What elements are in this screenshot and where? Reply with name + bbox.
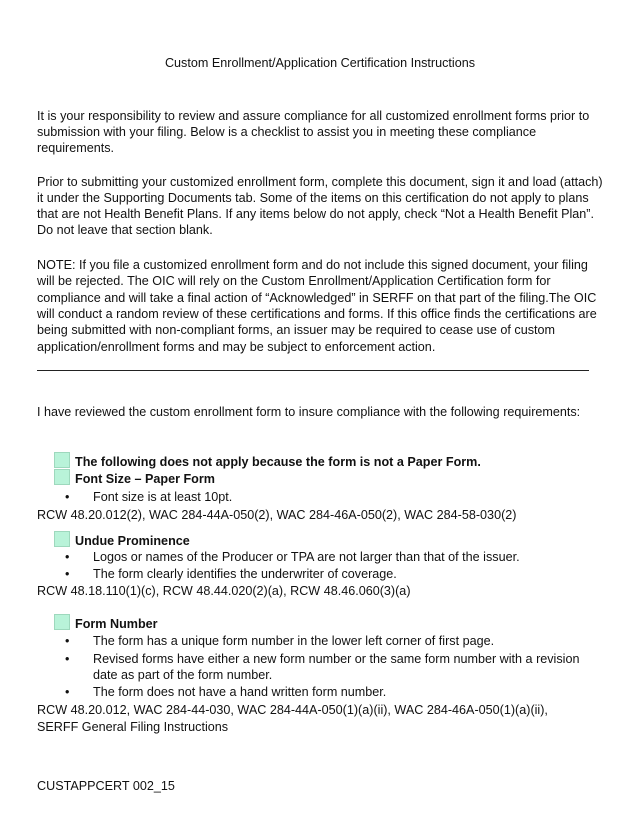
bullet-icon: •: [65, 490, 70, 504]
paragraph-text: It is your responsibility to review and assure compliance for all customized enrollment forms prior to: [37, 109, 590, 123]
bullet-icon: •: [65, 685, 70, 699]
not-paper-form-label: The following does not apply because the form is not a Paper Form.: [75, 455, 481, 469]
reference-text: RCW 48.20.012(2), WAC 284-44A-050(2), WAC 284-46A-050(2), WAC 284-58-030(2): [37, 508, 517, 522]
list-item: • The form does not have a hand written form number.: [65, 685, 387, 699]
paragraph-text: Prior to submitting your customized enrollment form, complete this document, sign it and load (attach): [37, 175, 603, 189]
section-heading: Undue Prominence: [75, 534, 190, 548]
paragraph-text: submission with your filing. Below is a checklist to assist you in meeting these compliance: [37, 125, 537, 139]
paragraph-text: that are not Health Benefit Plans. If any items below do not apply, check “Not a Health Benefit Plan”.: [37, 207, 594, 221]
paragraph-text: NOTE: If you file a customized enrollment form and do not include this signed document, your filing: [37, 258, 588, 272]
bullet-icon: •: [65, 634, 70, 648]
undue-prominence-checkbox[interactable]: [54, 531, 70, 547]
paragraph-text: requirements.: [37, 141, 114, 155]
paragraph-text: application/enrollment forms and may be subject to enforcement action.: [37, 340, 436, 354]
section-heading: Form Number: [75, 617, 158, 631]
list-item: • Revised forms have either a new form number or the same form number with a revision: [65, 652, 580, 666]
reference-text: SERFF General Filing Instructions: [37, 720, 229, 734]
reference-text: RCW 48.18.110(1)(c), RCW 48.44.020(2)(a), RCW 48.46.060(3)(a): [37, 584, 411, 598]
list-item-continuation: date as part of the form number.: [93, 668, 273, 682]
bullet-icon: •: [65, 652, 70, 666]
form-number-checkbox[interactable]: [54, 614, 70, 630]
form-number-footer: CUSTAPPCERT 002_15: [37, 779, 175, 793]
paragraph-text: being submitted with non-compliant forms, an issuer may be required to cease use of custom: [37, 323, 555, 337]
list-item: • The form has a unique form number in the lower left corner of first page.: [65, 634, 495, 648]
paragraph-text: will conduct a random review of these certifications and forms. If this office finds the certifications are: [37, 307, 597, 321]
bullet-icon: •: [65, 550, 70, 564]
list-item: • The form clearly identifies the underwriter of coverage.: [65, 567, 397, 581]
review-statement: I have reviewed the custom enrollment form to insure compliance with the following requirements:: [37, 405, 581, 419]
paragraph-text: compliance and will take a final action of “Acknowledged” in SERFF on that part of the filing.The OIC: [37, 291, 597, 305]
divider: [37, 370, 589, 371]
list-item: • Font size is at least 10pt.: [65, 490, 233, 504]
paragraph-text: it under the Supporting Documents tab. Some of the items on this certification do not apply to plans: [37, 191, 589, 205]
not-paper-form-checkbox[interactable]: [54, 452, 70, 468]
section-heading: Font Size – Paper Form: [75, 472, 215, 486]
font-size-checkbox[interactable]: [54, 469, 70, 485]
paragraph-text: Do not leave that section blank.: [37, 223, 213, 237]
reference-text: RCW 48.20.012, WAC 284-44-030, WAC 284-44A-050(1)(a)(ii), WAC 284-46A-050(1)(a)(ii),: [37, 703, 548, 717]
document-title: Custom Enrollment/Application Certification Instructions: [164, 56, 476, 70]
list-item: • Logos or names of the Producer or TPA are not larger than that of the issuer.: [65, 550, 520, 564]
paragraph-text: will be rejected. The OIC will rely on the Custom Enrollment/Application Certification form for: [37, 274, 551, 288]
bullet-icon: •: [65, 567, 70, 581]
